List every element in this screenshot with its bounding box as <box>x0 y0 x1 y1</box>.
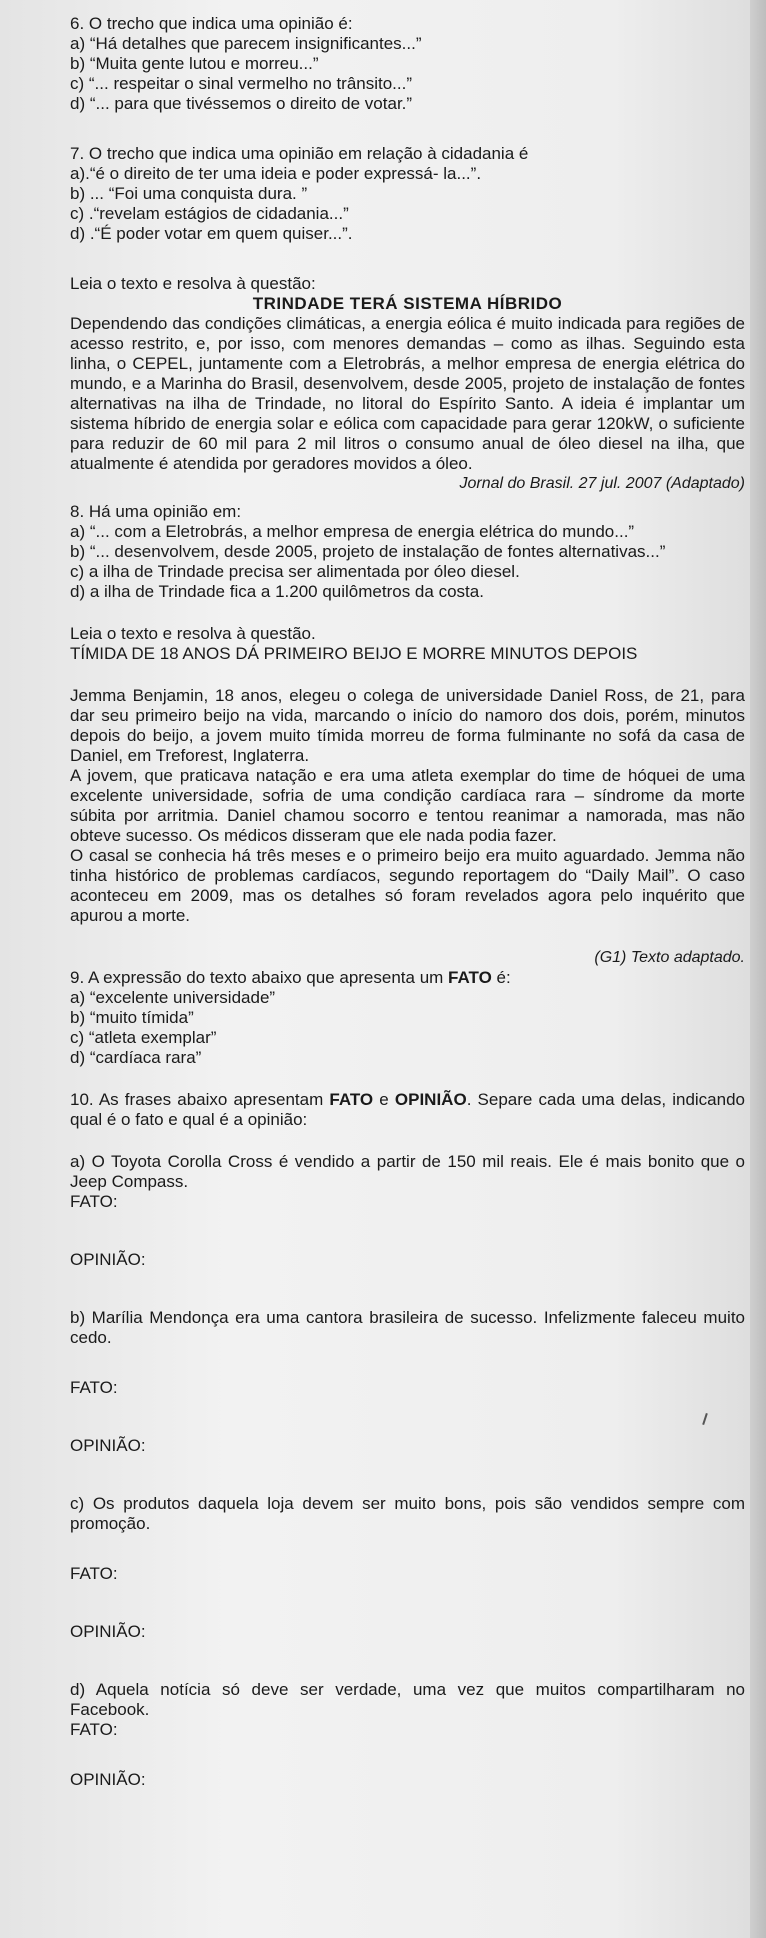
page-edge-shadow <box>750 0 766 1938</box>
question-10-item-a-fato-label: FATO: <box>70 1192 118 1211</box>
question-9 <box>70 968 745 1068</box>
question-10-stem-opiniao: OPINIÃO <box>394 1090 467 1109</box>
question-10-item-c-opiniao-label: OPINIÃO: <box>70 1622 146 1641</box>
question-10-item-a-opiniao-label: OPINIÃO: <box>70 1250 146 1269</box>
reading-text-2 <box>70 624 745 968</box>
question-10-stem-post: . Separe cada uma delas, indicando qual é o fato e qual é a opinião: <box>70 1090 745 1129</box>
question-9-stem-post: é: <box>491 968 511 987</box>
question-10-item-c <box>70 1494 745 1680</box>
question-9-option-d: d) “cardíaca rara” <box>70 1048 202 1067</box>
reading-text-2-paragraph-2: A jovem, que praticava natação e era uma atleta exemplar do time de hóquei de uma excelente universidade, sofria de uma condição cardíaca rara – síndrome da morte súbita por arritmia. Daniel chamou socorro e tentou reanimar a namorada, mas não obteve sucesso. Os médicos disseram que ele nada podia fazer. <box>70 766 745 845</box>
question-10-item-a-text: a) O Toyota Corolla Cross é vendido a partir de 150 mil reais. Ele é mais bonito que o Jeep Compass. <box>70 1152 745 1191</box>
question-8-option-a: a) “... com a Eletrobrás, a melhor empresa de energia elétrica do mundo...” <box>70 522 635 541</box>
question-6-option-c: c) “... respeitar o sinal vermelho no trânsito...” <box>70 74 413 93</box>
question-6-option-a: a) “Há detalhes que parecem insignificantes...” <box>70 34 422 53</box>
question-9-option-b: b) “muito tímida” <box>70 1008 194 1027</box>
question-7-option-b: b) ... “Foi uma conquista dura. ” <box>70 184 308 203</box>
reading-text-2-intro: Leia o texto e resolva à questão. <box>70 624 316 643</box>
reading-text-1-title: TRINDADE TERÁ SISTEMA HÍBRIDO <box>252 294 563 313</box>
question-10-item-c-text: c) Os produtos daquela loja devem ser muito bons, pois são vendidos sempre com promoção. <box>70 1494 745 1533</box>
question-9-stem <box>70 968 745 988</box>
question-7-option-a: a).“é o direito de ter uma ideia e poder expressá- la...”. <box>70 164 482 183</box>
question-8-option-c: c) a ilha de Trindade precisa ser alimentada por óleo diesel. <box>70 562 520 581</box>
question-10-item-a-fato-answer[interactable] <box>70 1212 745 1250</box>
reading-text-1-body: Dependendo das condições climáticas, a energia eólica é muito indicada para regiões de acesso restrito, e, por isso, com menores demandas – como as ilhas. Seguindo esta linha, o CEPEL, juntamente com a Eletrobrás, a melhor empresa de energia elétrica do mundo, e a Marinha do Brasil, desenvolvem, desde 2005, projeto de instalação de fontes alternativas na ilha de Trindade, no litoral do Espírito Santo. A ideia é implantar um sistema híbrido de energia solar e eólica com capacidade para gerar 120kW, o suficiente para reduzir de 60 mil para 2 mil litros o consumo anual de óleo diesel na ilha, que atualmente é atendida por geradores movidos a óleo. <box>70 314 745 473</box>
question-10 <box>70 1090 745 1790</box>
question-10-item-d-fato-answer[interactable] <box>70 1740 745 1770</box>
question-10-item-b-text: b) Marília Mendonça era uma cantora brasileira de sucesso. Infelizmente faleceu muito cedo. <box>70 1308 745 1347</box>
question-8 <box>70 502 745 602</box>
question-7 <box>70 144 745 244</box>
reading-text-1-source: Jornal do Brasil. 27 jul. 2007 (Adaptado) <box>459 475 745 492</box>
question-9-option-a: a) “excelente universidade” <box>70 988 276 1007</box>
question-10-stem <box>70 1090 745 1130</box>
question-10-item-d-text: d) Aquela notícia só deve ser verdade, uma vez que muitos compartilharam no Facebook. <box>70 1680 745 1719</box>
question-6-option-d: d) “... para que tivéssemos o direito de votar.” <box>70 94 413 113</box>
question-10-item-b-fato-label: FATO: <box>70 1378 118 1397</box>
question-7-option-d: d) .“É poder votar em quem quiser...”. <box>70 224 353 243</box>
question-6-stem: 6. O trecho que indica uma opinião é: <box>70 14 353 33</box>
question-10-item-d <box>70 1680 745 1790</box>
question-10-item-b-opiniao-answer[interactable] <box>70 1456 745 1494</box>
reading-text-2-paragraph-1: Jemma Benjamin, 18 anos, elegeu o colega de universidade Daniel Ross, de 21, para dar seu primeiro beijo na vida, marcando o início do namoro dos dois, porém, minutos depois do beijo, a jovem muito tímida morreu de forma fulminante no sofá da casa de Daniel, em Treforest, Inglaterra. <box>70 686 745 765</box>
question-10-item-d-opiniao-label: OPINIÃO: <box>70 1770 146 1789</box>
question-10-item-b <box>70 1308 745 1494</box>
question-9-option-c: c) “atleta exemplar” <box>70 1028 217 1047</box>
reading-text-1-intro: Leia o texto e resolva à questão: <box>70 274 316 293</box>
question-8-option-b: b) “... desenvolvem, desde 2005, projeto de instalação de fontes alternativas...” <box>70 542 666 561</box>
question-10-stem-mid: e <box>373 1090 395 1109</box>
question-7-stem: 7. O trecho que indica uma opinião em relação à cidadania é <box>70 144 529 163</box>
question-10-item-d-fato-label: FATO: <box>70 1720 118 1739</box>
question-10-item-b-opiniao-label: OPINIÃO: <box>70 1436 146 1455</box>
question-10-item-b-fato-answer[interactable] <box>70 1398 745 1436</box>
question-10-stem-fato: FATO <box>329 1090 374 1109</box>
question-7-option-c: c) .“revelam estágios de cidadania...” <box>70 204 349 223</box>
question-10-item-a <box>70 1152 745 1308</box>
question-10-item-a-opiniao-answer[interactable] <box>70 1270 745 1308</box>
reading-text-2-title: TÍMIDA DE 18 ANOS DÁ PRIMEIRO BEIJO E MORRE MINUTOS DEPOIS <box>70 644 638 663</box>
worksheet-content <box>70 14 745 1790</box>
reading-text-1 <box>70 274 745 494</box>
question-8-option-d: d) a ilha de Trindade fica a 1.200 quilômetros da costa. <box>70 582 484 601</box>
reading-text-2-paragraph-3: O casal se conhecia há três meses e o primeiro beijo era muito aguardado. Jemma não tinha histórico de problemas cardíacos, segundo reportagem do “Daily Mail”. O caso aconteceu em 2009, mas os detalhes só foram revelados agora pelo inquérito que apurou a morte. <box>70 846 745 925</box>
question-10-item-c-fato-answer[interactable] <box>70 1584 745 1622</box>
question-10-item-c-fato-label: FATO: <box>70 1564 118 1583</box>
question-10-stem-pre: 10. As frases abaixo apresentam <box>70 1090 330 1109</box>
question-8-stem: 8. Há uma opinião em: <box>70 502 242 521</box>
question-9-stem-fato: FATO <box>448 968 492 987</box>
question-9-stem-pre: 9. A expressão do texto abaixo que apresenta um <box>70 968 449 987</box>
question-10-item-c-opiniao-answer[interactable] <box>70 1642 745 1680</box>
question-6 <box>70 14 745 114</box>
reading-text-2-source: (G1) Texto adaptado. <box>594 949 745 966</box>
question-6-option-b: b) “Muita gente lutou e morreu...” <box>70 54 319 73</box>
